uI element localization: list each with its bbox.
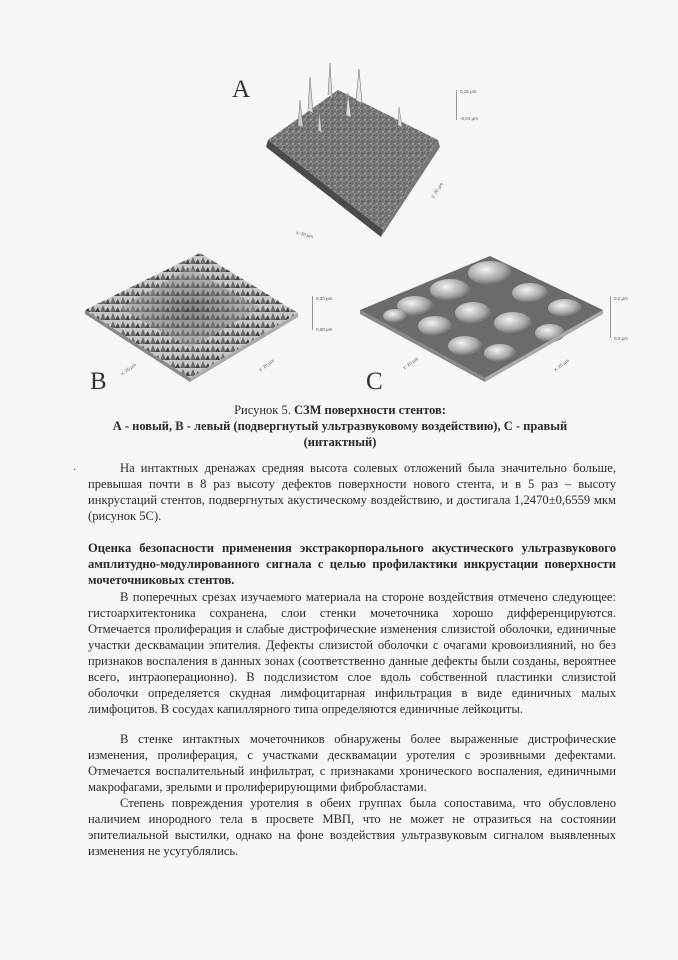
panel-a-surface-image — [258, 55, 458, 245]
paragraph-1: На интактных дренажах средняя высота солевых отложений была значительно больше, превышая почти в 8 раз высоту дефектов поверхности нового стента, и в 5 раз – высоту инкрустаций стентов, подвергнутых акустическому воздействию, и достигала 1,2470±0,6559 мкм (рисунок 5С). — [88, 461, 616, 523]
panel-a-z-top-label: 0,15 µm — [460, 89, 477, 94]
caption-line-3: (интактный) — [303, 435, 377, 449]
panel-a-z-bottom-label: -0,04 µm — [460, 116, 478, 121]
caption-line-1 — [60, 402, 620, 418]
panel-a-x-axis-label: x: 20 µm — [295, 229, 314, 240]
panel-a-letter: A — [232, 76, 251, 103]
figure-5 — [0, 0, 678, 400]
paragraph-3: В стенке интактных мочеточников обнаружены более выраженные дистрофические изменения, пролиферация, с участками десквамации уротелия с эрозивными дефектами. Отмечается воспалительный инфильтрат, с признаками хронического воспаления, единичными макрофагами, зрелыми и пролиферирующими фибробластами. — [88, 732, 616, 794]
panel-c-x-axis-label: y: 20 µm — [402, 356, 420, 371]
panel-c-letter: C — [366, 368, 383, 395]
panel-a-z-scale — [456, 90, 457, 120]
margin-mark: · — [73, 465, 77, 476]
panel-b-y-axis-label: y: 20 µm — [258, 358, 276, 373]
panel-c-z-bottom-label: 0,0 µm — [614, 336, 628, 341]
panel-c-z-scale — [610, 296, 611, 338]
caption-prefix: Рисунок 5. — [234, 403, 294, 417]
panel-b-x-axis-label: x: 20 µm — [120, 362, 138, 377]
panel-c-y-axis-label: x: 20 µm — [553, 358, 571, 373]
paragraph-4: Степень повреждения уротелия в обеих группах была сопоставима, что обусловлено наличием инородного тела в просвете МВП, что не может не отразиться на состоянии эпителиальной выстилки, однако на фоне воздействия ультразвуковым сигналом выявленных изменения не усугублялись. — [88, 796, 616, 858]
figure-caption — [60, 402, 620, 450]
section-heading: Оценка безопасности применения экстракорпорального акустического ультразвукового амплитудно-модулированного сигнала с целью профилактики инкрустации поверхности мочеточниковых стентов. — [88, 541, 616, 587]
panel-a-y-axis-label: y: 20 µm — [430, 181, 445, 199]
caption-line-2: А - новый, В - левый (подвергнутый ультразвуковому воздействию), С - правый — [112, 419, 568, 433]
panel-c-z-top-label: 0,2 µm — [614, 296, 628, 301]
panel-b-z-bottom-label: 0,00 µm — [316, 327, 333, 332]
panel-b-z-top-label: 0,30 µm — [316, 296, 333, 301]
paragraph-2: В поперечных срезах изучаемого материала на стороне воздействия отмечено следующее: гистоархитектоника сохранена, слои стенки мочеточника хорошо дифференцируются. Отмечается пролиферация и слабые дистрофические изменения слизистой оболочки, единичные участки десквамации эпителия. Дефекты слизистой оболочки с очагами кровоизлияний, но без признаков воспаления в данных зонах (соответственно данные дефекты были созданы, вероятнее всего, интраоперационно). В подслизистом слое вдоль собственной пластинки слизистой оболочки определяется скудная лимфоцитарная инфильтрация в виде единичных малых лимфоцитов. В сосудах капиллярного типа определяются единичные лейкоциты. — [88, 590, 616, 716]
panel-b-z-scale — [312, 296, 313, 330]
panel-b-letter: B — [90, 368, 107, 395]
caption-title: СЗМ поверхности стентов: — [293, 403, 446, 417]
